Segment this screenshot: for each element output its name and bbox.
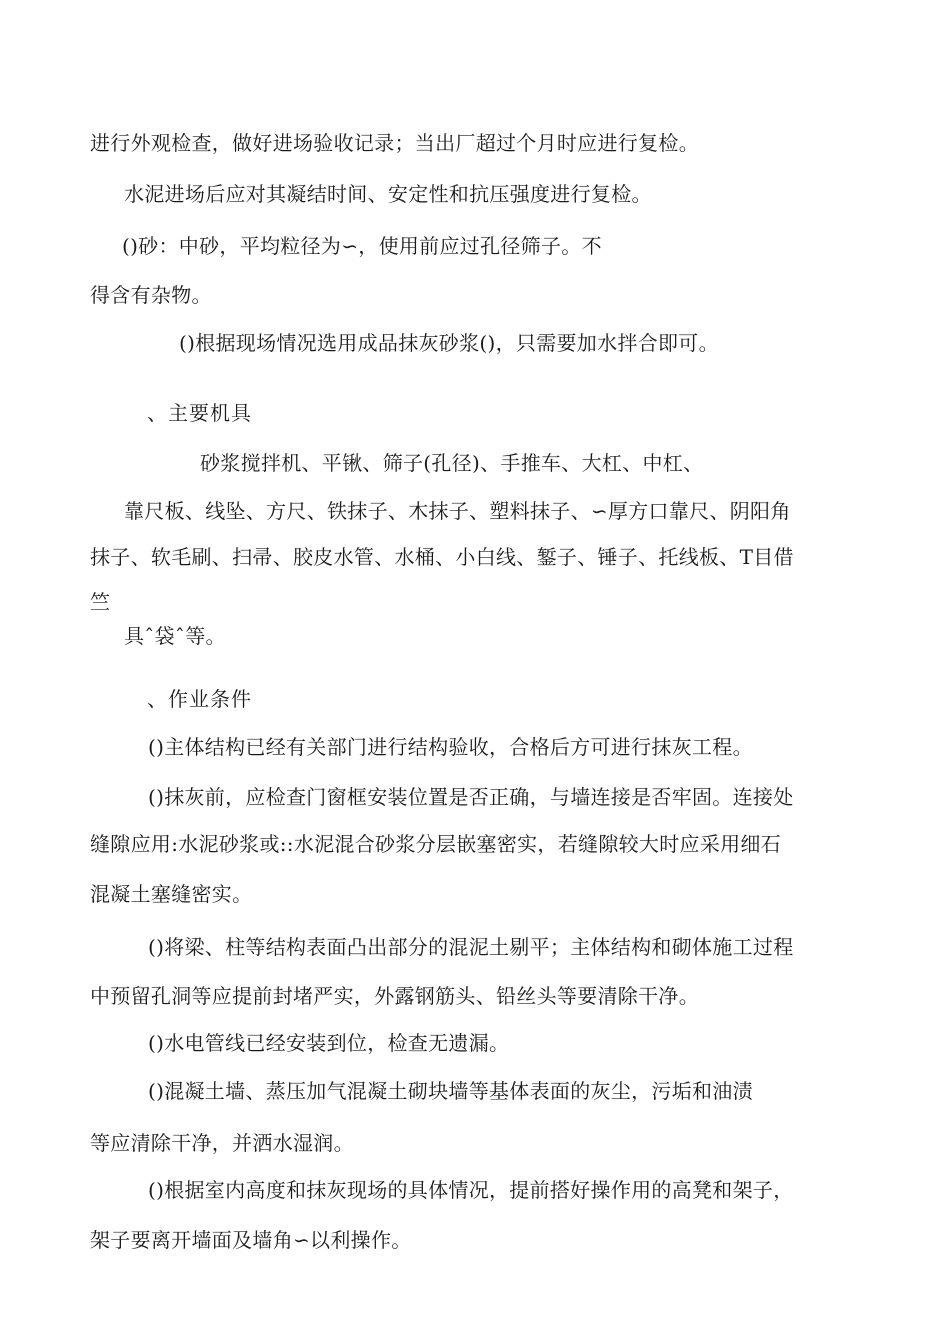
section-heading: 、作业条件 xyxy=(147,687,252,711)
paragraph-line: ()水电管线已经安装到位，检查无遗漏。 xyxy=(148,1031,510,1055)
paragraph-line: 缝隙应用:水泥砂浆或::水泥混合砂浆分层嵌塞密实，若缝隙较大时应采用细石 xyxy=(90,832,782,856)
paragraph-line: 竺 xyxy=(90,590,111,614)
paragraph-line: 抹子、软毛刷、扫帚、胶皮水管、水桶、小白线、錾子、锤子、托线板、T目借 xyxy=(90,545,794,569)
paragraph-line: 水泥进场后应对其凝结时间、安定性和抗压强度进行复检。 xyxy=(124,182,652,206)
paragraph-line: 架子要离开墙面及墙角∽以利操作。 xyxy=(90,1228,412,1252)
paragraph-line: 具ˆ袋ˆ等。 xyxy=(124,624,226,648)
paragraph-line: 靠尺板、线坠、方尺、铁抹子、木抹子、塑料抹子、∽厚方口靠尺、阴阳角 xyxy=(124,499,791,523)
paragraph-line: ()砂：中砂，平均粒径为∽，使用前应过孔径筛子。不 xyxy=(122,234,602,258)
paragraph-line: ()主体结构已经有关部门进行结构验收，合格后方可进行抹灰工程。 xyxy=(148,735,753,759)
paragraph-line: ()根据室内高度和抹灰现场的具体情况，提前搭好操作用的高凳和架子， xyxy=(148,1178,794,1202)
paragraph-line: 进行外观检查，做好进场验收记录；当出厂超过个月时应进行复检。 xyxy=(90,131,699,155)
paragraph-line: 砂浆搅拌机、平锹、筛子(孔径)、手推车、大杠、中杠、 xyxy=(200,451,704,475)
paragraph-line: 中预留孔洞等应提前封堵严实，外露钢筋头、铅丝头等要清除干净。 xyxy=(90,984,699,1008)
paragraph-line: ()抹灰前，应检查门窗框安装位置是否正确，与墙连接是否牢固。连接处 xyxy=(148,785,794,809)
paragraph-line: ()混凝土墙、蒸压加气混凝土砌块墙等基体表面的灰尘，污垢和油渍 xyxy=(148,1079,753,1103)
paragraph-line: 等应清除干净，并洒水湿润。 xyxy=(90,1131,354,1155)
paragraph-line: 得含有杂物。 xyxy=(90,283,212,307)
paragraph-line: 混凝土塞缝密实。 xyxy=(90,882,253,906)
paragraph-line: ()将梁、柱等结构表面凸出部分的混泥土剔平；主体结构和砌体施工过程 xyxy=(148,935,794,959)
section-heading: 、主要机具 xyxy=(147,401,252,425)
paragraph-line: ()根据现场情况选用成品抹灰砂浆()，只需要加水拌合即可。 xyxy=(179,331,719,355)
